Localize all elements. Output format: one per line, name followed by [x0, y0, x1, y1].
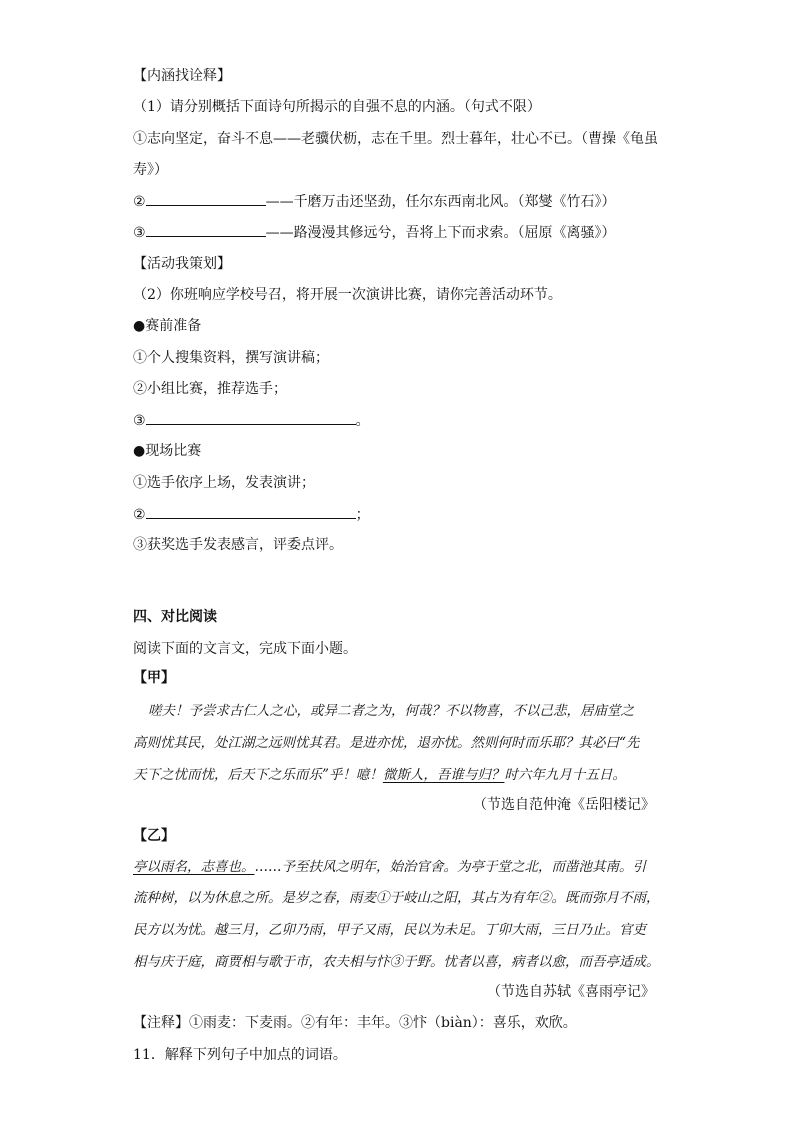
yi-line-3: 民方以为忧。越三月，乙卯乃雨，甲子又雨，民以为未足。丁卯大雨，三日乃止。官吏 [133, 922, 646, 938]
item-2-number: ② [133, 194, 146, 210]
item-2-text: ——千磨万击还坚劲，任尔东西南北风。（郑燮《竹石》） [265, 194, 616, 210]
jia-line-3-underlined: 微斯人，吾谁与归？ [382, 767, 505, 783]
yi-line-2: 流种树，以为休息之所。是岁之春，雨麦①于岐山之阳，其占为有年②。既而弥月不雨， [133, 890, 660, 906]
question-1: （1）请分别概括下面诗句所揭示的自强不息的内涵。（句式不限） [133, 99, 541, 115]
prep-item-1: ①个人搜集资料，撰写演讲稿； [133, 350, 329, 366]
section-title: 四、对比阅读 [133, 609, 217, 625]
heading-activity: 【活动我策划】 [133, 256, 231, 272]
passage-yi-label: 【乙】 [133, 828, 175, 844]
prep-item-2: ②小组比赛，推荐选手； [133, 381, 287, 397]
prep-title: ●赛前准备 [133, 318, 202, 334]
section-intro: 阅读下面的文言文，完成下面小题。 [133, 641, 357, 657]
item-3 [133, 222, 616, 243]
heading-connotation: 【内涵找诠释】 [133, 68, 231, 84]
live-item-2-number: ② [133, 507, 146, 523]
item-1-line-a: ①志向坚定，奋斗不息——老骥伏枥，志在千里。烈士暮年，壮心不已。（曹操《龟虽 [133, 131, 658, 147]
jia-line-3 [133, 765, 626, 785]
jia-line-2: 高则忧其民，处江湖之远则忧其君。是进亦忧，退亦忧。然则何时而乐耶？其必曰“先 [133, 735, 640, 751]
yi-line-1-underlined: 亭以雨名，志喜也。 [133, 859, 255, 875]
live-item-3: ③获奖选手发表感言，评委点评。 [133, 537, 343, 553]
yi-line-1 [133, 857, 646, 877]
item-3-number: ③ [133, 225, 146, 241]
passage-jia-label: 【甲】 [133, 670, 175, 686]
live-item-2-blank[interactable] [146, 504, 356, 519]
yi-line-1-b: ……予至扶风之明年，始治官舍。为亭于堂之北，而凿池其南。引 [254, 859, 646, 875]
jia-line-3-b: 时六年九月十五日。 [504, 767, 626, 783]
yi-line-4: 相与庆于庭，商贾相与歌于市，农夫相与忭③于野。忧者以喜，病者以愈，而吾亭适成。 [133, 954, 660, 970]
item-2-blank[interactable] [146, 191, 266, 206]
prep-item-3 [133, 410, 370, 431]
question-11: 11．解释下列句子中加点的词语。 [133, 1047, 347, 1063]
jia-source: （节选自范仲淹《岳阳楼记》 [473, 797, 655, 813]
jia-line-1: 嗟夫！予尝求古仁人之心，或异二者之为，何哉？不以物喜，不以己悲，居庙堂之 [148, 703, 634, 719]
jia-line-3-a: 天下之忧而忧，后天下之乐而乐”乎！噫！ [133, 767, 383, 783]
item-2 [133, 191, 616, 212]
live-item-2-end: ； [355, 507, 370, 523]
prep-item-3-number: ③ [133, 413, 146, 429]
annotation-notes: 【注释】①雨麦：下麦雨。②有年：丰年。③忭（biàn）：喜乐，欢欣。 [133, 1015, 577, 1031]
live-item-1: ①选手依序上场，发表演讲； [133, 475, 315, 491]
item-3-blank[interactable] [146, 222, 266, 237]
prep-item-3-blank[interactable] [146, 410, 356, 425]
live-item-2 [133, 504, 370, 525]
item-3-text: ——路漫漫其修远兮，吾将上下而求索。（屈原《离骚》） [265, 225, 616, 241]
yi-source: （节选自苏轼《喜雨亭记》 [487, 984, 655, 1000]
live-title: ●现场比赛 [133, 443, 202, 459]
item-1-line-b: 寿》） [133, 162, 168, 178]
prep-item-3-end: 。 [355, 413, 370, 429]
question-2: （2）你班响应学校号召，将开展一次演讲比赛，请你完善活动环节。 [133, 287, 562, 303]
